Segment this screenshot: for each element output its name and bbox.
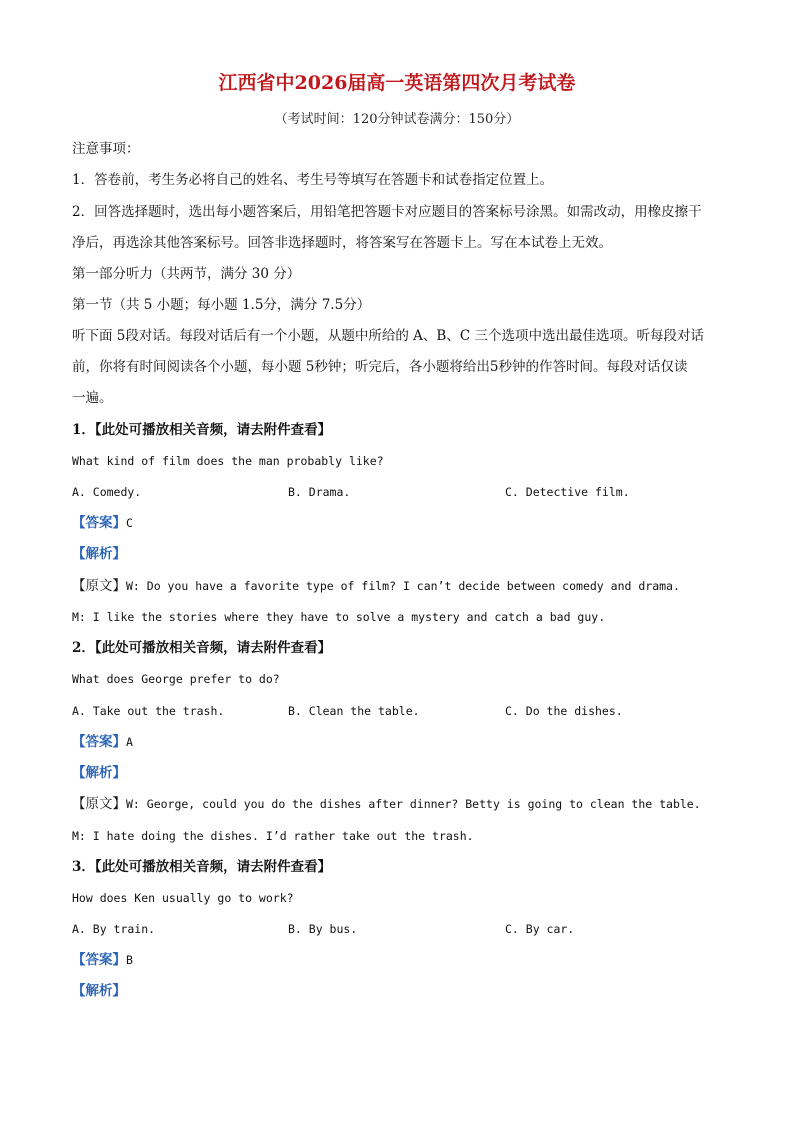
question-2-stem: What does George prefer to do?	[72, 672, 280, 686]
question-1-original-w	[72, 571, 728, 602]
question-1-analysis	[72, 539, 728, 570]
question-1-head: 1．【此处可播放相关音频，请去附件查看】	[72, 422, 332, 438]
section-heading: 第一节（共 5 小题；每小题 1.5分，满分 7.5分）	[72, 297, 371, 313]
analysis-label: 【解析】	[72, 765, 126, 781]
question-3-analysis	[72, 976, 728, 1007]
question-2-option-a: A. Take out the trash.	[72, 704, 225, 718]
notes-heading: 注意事项：	[72, 141, 140, 157]
analysis-label: 【解析】	[72, 546, 126, 562]
question-1-original-w-text: W: Do you have a favorite type of film? I can’t decide between comedy and drama.	[126, 579, 680, 593]
part-heading: 第一部分听力（共两节，满分 30 分）	[72, 266, 301, 282]
note-2-line-1: 2．回答选择题时，选出每小题答案后，用铅笔把答题卡对应题目的答案标号涂黑。如需改动，用橡皮擦干	[72, 204, 702, 220]
question-2-answer-value: A	[126, 735, 133, 749]
instructions-line-3: 一遍。	[72, 390, 113, 406]
analysis-label: 【解析】	[72, 983, 126, 999]
question-2-original-w	[72, 789, 728, 820]
question-3-head: 3．【此处可播放相关音频，请去附件查看】	[72, 859, 332, 875]
question-2-original-w-text: W: George, could you do the dishes after dinner? Betty is going to clean the table.	[126, 797, 701, 811]
answer-label: 【答案】	[72, 952, 126, 968]
instructions-line-2: 前，你将有时间阅读各个小题，每小题 5秒钟；听完后，各小题将给出5秒钟的作答时间。每段对话仅读	[72, 359, 688, 375]
question-2-option-c: C. Do the dishes.	[505, 704, 623, 718]
answer-label: 【答案】	[72, 515, 126, 531]
question-1-option-c: C. Detective film.	[505, 485, 630, 499]
question-3-answer	[72, 945, 728, 976]
question-3-answer-value: B	[126, 953, 133, 967]
question-2-analysis	[72, 758, 728, 789]
exam-subtitle: （考试时间：120分钟试卷满分：150分）	[274, 112, 520, 127]
question-2-answer	[72, 727, 728, 758]
question-2-option-b: B. Clean the table.	[288, 704, 420, 718]
original-label: 【原文】	[72, 578, 126, 594]
note-1: 1．答卷前，考生务必将自己的姓名、考生号等填写在答题卡和试卷指定位置上。	[72, 172, 554, 188]
original-label: 【原文】	[72, 796, 126, 812]
question-1-option-b: B. Drama.	[288, 485, 351, 499]
instructions-line-1: 听下面 5段对话。每段对话后有一个小题，从题中所给的 A、B、C 三个选项中选出最佳选项。听每段对话	[72, 328, 704, 344]
question-1-original-m: M: I like the stories where they have to solve a mystery and catch a bad guy.	[72, 610, 606, 624]
question-3-option-b: B. By bus.	[288, 922, 358, 936]
answer-label: 【答案】	[72, 734, 126, 750]
question-3-option-a: A. By train.	[72, 922, 156, 936]
question-1-option-a: A. Comedy.	[72, 485, 142, 499]
question-1-answer	[72, 508, 728, 539]
note-2-line-2: 净后，再选涂其他答案标号。回答非选择题时，将答案写在答题卡上。写在本试卷上无效。	[72, 235, 612, 251]
question-2-head: 2．【此处可播放相关音频，请去附件查看】	[72, 640, 332, 656]
question-3-option-c: C. By car.	[505, 922, 575, 936]
question-3-stem: How does Ken usually go to work?	[72, 891, 294, 905]
exam-title: 江西省中2026届高一英语第四次月考试卷	[218, 72, 576, 94]
question-1-stem: What kind of film does the man probably like?	[72, 454, 384, 468]
question-2-original-m: M: I hate doing the dishes. I’d rather take out the trash.	[72, 829, 474, 843]
question-1-answer-value: C	[126, 516, 133, 530]
